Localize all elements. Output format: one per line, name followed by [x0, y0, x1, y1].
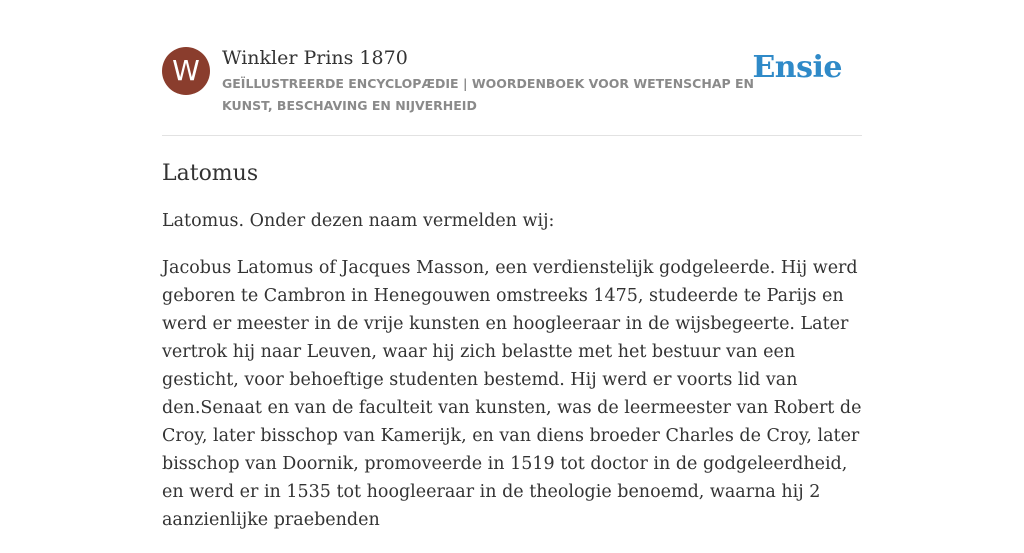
source-title[interactable]: Winkler Prins 1870 — [222, 47, 408, 69]
article-title: Latomus — [162, 161, 259, 186]
article — [162, 156, 867, 553]
source-subtitle: GEÏLLUSTREERDE ENCYCLOPÆDIE | WOORDENBOEK VOOR WETENSCHAP EN KUNST, BESCHAVING EN NIJVERHEID — [222, 76, 755, 113]
source-info — [222, 45, 762, 117]
article-paragraph: Jacobus Latomus of Jacques Masson, een verdienstelijk godgeleerde. Hij werd geboren te Cambron in Henegouwen omstreeks 1475, studeerde te Parijs en werd er meester in de vrije kunsten en hoogleeraar in de wijsbegeerte. Later vertrok hij naar Leuven, waar hij zich belastte met het bestuur van een gesticht, voor behoeftige studenten bestemd. Hij werd er voorts lid van den.Senaat en van de faculteit van kunsten, was de leermeester van Robert de Croy, later bisschop van Kamerijk, en van diens broeder Charles de Croy, later bisschop van Doornik, promoveerde in 1519 tot doctor in de godgeleerdheid, en werd er in 1535 tot hoogleeraar in de theologie benoemd, waarna hij 2 aanzienlijke praebenden — [162, 258, 862, 530]
source-header — [162, 40, 862, 136]
header-divider — [162, 135, 862, 136]
article-paragraph: Latomus. Onder dezen naam vermelden wij: — [162, 211, 555, 231]
source-avatar[interactable]: W — [162, 47, 210, 95]
brand-logo[interactable]: Ensie — [752, 50, 842, 85]
